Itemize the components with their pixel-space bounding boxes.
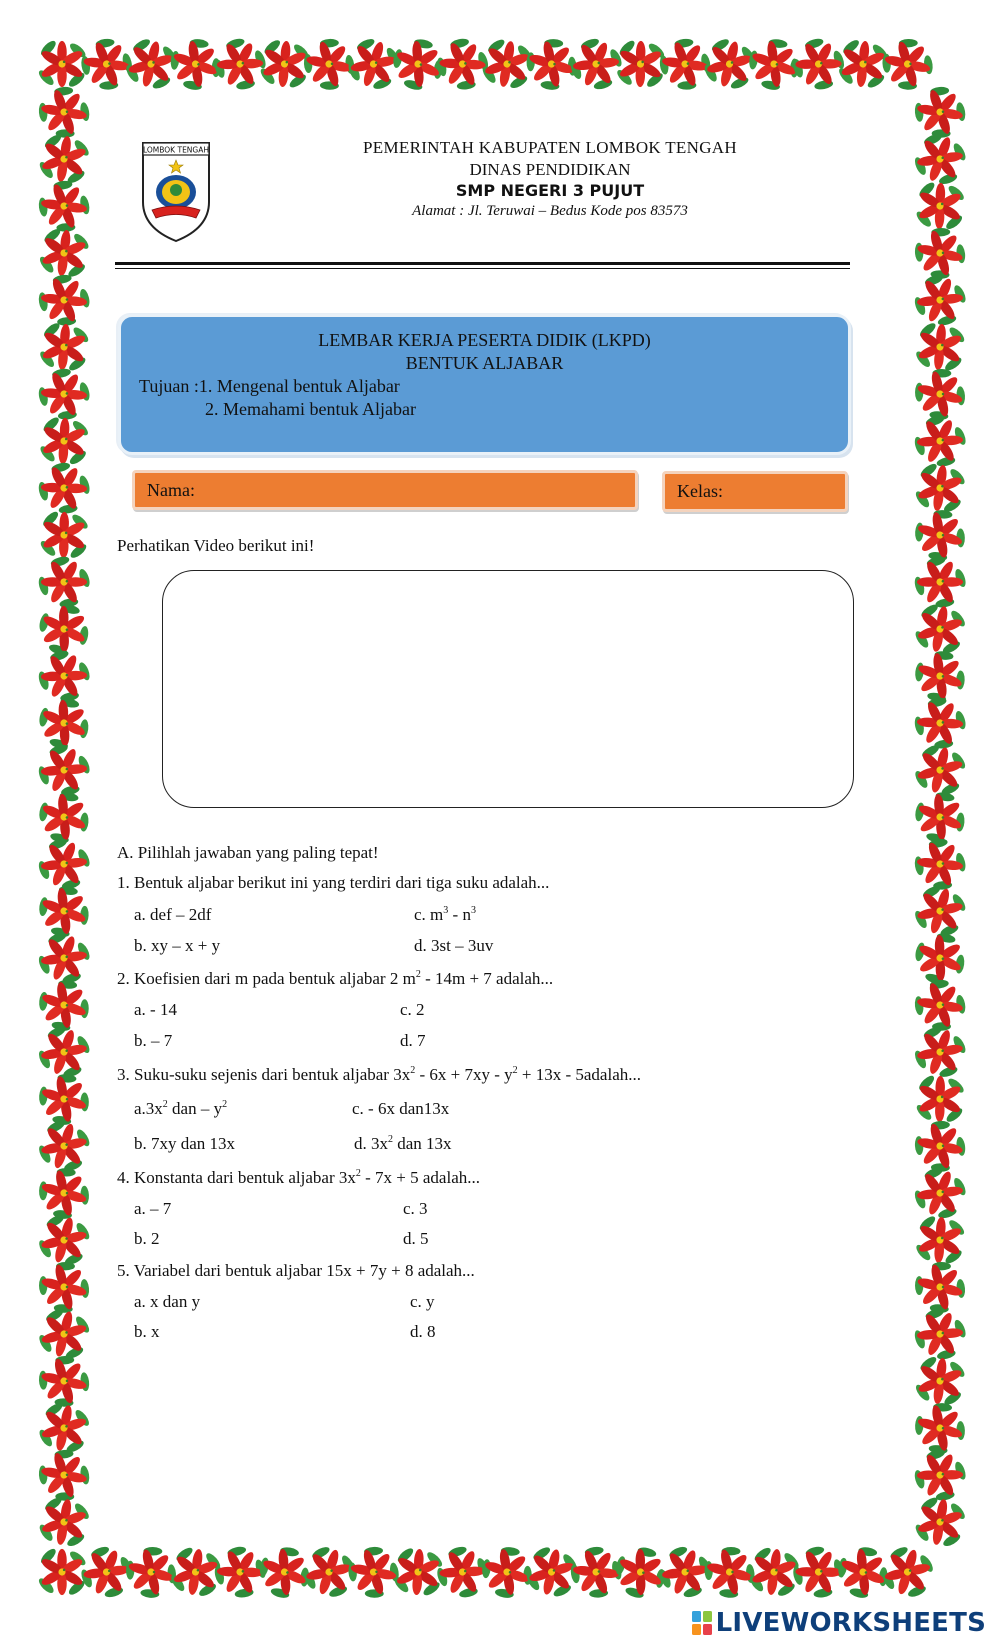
q1-c-exponent-1: 3 [443, 905, 449, 916]
question-4-option-c[interactable]: c. 3 [403, 1199, 428, 1218]
q3-d-part: dan 13x [393, 1134, 452, 1153]
class-field[interactable] [662, 471, 848, 512]
poinsettia-flower [563, 30, 630, 97]
name-label: Nama: [147, 480, 195, 500]
poinsettia-flower [35, 1493, 94, 1552]
class-label: Kelas: [677, 481, 723, 501]
poinsettia-flower [29, 170, 100, 241]
poinsettia-flower [906, 407, 974, 475]
poinsettia-flower [249, 1537, 320, 1608]
poinsettia-flower [391, 1545, 445, 1599]
poinsettia-flower [650, 28, 721, 99]
q3-a-exponent-1: 2 [162, 1099, 168, 1110]
q4-text-part: 4. Konstanta dari bentuk aljabar 3x [117, 1168, 356, 1187]
poinsettia-flower [914, 1073, 966, 1124]
question-1-option-c[interactable] [414, 905, 476, 925]
poinsettia-flower [28, 1439, 100, 1511]
question-2-option-d[interactable]: d. 7 [400, 1031, 426, 1050]
question-5-text: 5. Variabel dari bentuk aljabar 15x + 7y + 8 adalah... [117, 1261, 475, 1280]
poinsettia-flower [910, 599, 970, 658]
government-name: PEMERINTAH KABUPATEN LOMBOK TENGAH [363, 138, 737, 157]
poinsettia-flower [907, 266, 974, 333]
poinsettia-flower [28, 76, 100, 147]
worksheet-title-card [118, 314, 851, 455]
question-3-text [117, 1065, 641, 1085]
question-2-option-b[interactable]: b. – 7 [134, 1031, 173, 1050]
poinsettia-flower [71, 28, 142, 99]
question-1-text: 1. Bentuk aljabar berikut ini yang terdiri dari tiga suku adalah... [117, 873, 550, 892]
question-4-option-d[interactable]: d. 5 [403, 1229, 429, 1248]
q2-text-part: - 14m + 7 adalah... [420, 969, 554, 988]
question-5-option-d[interactable]: d. 8 [410, 1322, 436, 1341]
q1-c-part: c. m [414, 905, 444, 924]
logo-lettering: LOMBOK TENGAH [142, 145, 210, 155]
question-3-option-c[interactable]: c. - 6x dan13x [352, 1099, 450, 1118]
poinsettia-flower [784, 29, 853, 98]
poinsettia-flower [37, 414, 91, 467]
poinsettia-flower [907, 1160, 974, 1226]
q4-text-part: - 7x + 5 adalah... [360, 1168, 480, 1187]
q3-text-part: - 6x + 7xy - y [415, 1065, 513, 1084]
poinsettia-flower [36, 225, 93, 281]
question-4-option-b[interactable]: b. 2 [134, 1229, 160, 1248]
poinsettia-flower [907, 126, 973, 191]
question-4-text [117, 1168, 480, 1188]
poinsettia-flower [34, 1398, 94, 1458]
question-2-option-c[interactable]: c. 2 [400, 1000, 425, 1019]
poinsettia-flower [206, 30, 275, 99]
school-address: Alamat : Jl. Teruwai – Bedus Kode pos 83573 [412, 203, 688, 219]
question-1-option-a[interactable]: a. def – 2df [134, 905, 212, 924]
question-3-option-d[interactable] [354, 1134, 452, 1154]
poinsettia-flower [293, 28, 365, 100]
q3-d-part: d. 3x [354, 1134, 388, 1153]
poinsettia-flower [338, 1536, 410, 1608]
poinsettia-flower [37, 1547, 88, 1597]
question-5-option-b[interactable]: b. x [134, 1322, 160, 1341]
q2-text-exponent: 2 [415, 969, 421, 980]
poinsettia-flower [914, 180, 967, 232]
question-1-option-d[interactable]: d. 3st – 3uv [414, 936, 494, 955]
header-divider-thin [115, 268, 850, 269]
liveworksheets-watermark[interactable] [691, 1608, 986, 1638]
q3-a-part: a.3x [134, 1099, 163, 1118]
goal-2: 2. Memahami bentuk Aljabar [205, 399, 416, 419]
poinsettia-flower [913, 319, 968, 374]
liveworksheets-logo-icon [691, 1610, 713, 1636]
question-2-option-a[interactable]: a. - 14 [134, 1000, 177, 1019]
name-field[interactable] [132, 470, 638, 510]
q1-c-part: - n [448, 905, 471, 924]
poinsettia-flower [905, 688, 975, 758]
poinsettia-flower [37, 319, 92, 374]
goal-1: Tujuan :1. Mengenal bentuk Aljabar [139, 376, 400, 396]
watermark-text: LIVEWORKSHEETS [715, 1608, 986, 1638]
q3-text-exponent-2: 2 [512, 1065, 518, 1076]
q4-text-exponent: 2 [355, 1168, 361, 1179]
poinsettia-flower [35, 130, 93, 188]
poinsettia-flower [911, 1493, 970, 1552]
q3-d-exponent: 2 [388, 1134, 393, 1145]
poinsettia-flower [905, 829, 976, 900]
poinsettia-flower [908, 1019, 973, 1084]
poinsettia-flower [428, 29, 498, 99]
school-name: SMP NEGERI 3 PUJUT [455, 181, 645, 200]
video-embed-frame[interactable] [162, 570, 854, 808]
poinsettia-flower [37, 39, 88, 89]
question-5-option-c[interactable]: c. y [410, 1292, 435, 1311]
q3-text-part: 3. Suku-suku sejenis dari bentuk aljabar 3x [117, 1065, 411, 1084]
poinsettia-flower [906, 1440, 975, 1509]
poinsettia-flower [28, 1157, 100, 1229]
poinsettia-flower [28, 1251, 100, 1323]
poinsettia-flower [912, 1353, 969, 1409]
header-divider-thick [115, 262, 850, 265]
poinsettia-flower [115, 1536, 187, 1608]
q3-a-exponent-2: 2 [222, 1099, 228, 1110]
question-1-option-b[interactable]: b. xy – x + y [134, 936, 221, 955]
poinsettia-flower [28, 1345, 100, 1417]
q2-text-part: 2. Koefisien dari m pada bentuk aljabar 2 m [117, 969, 416, 988]
section-title: A. Pilihlah jawaban yang paling tepat! [117, 843, 379, 862]
poinsettia-flower [906, 1300, 974, 1368]
q3-text-part: + 13x - 5adalah... [517, 1065, 641, 1084]
poinsettia-flower [913, 1213, 967, 1267]
school-logo [140, 140, 212, 244]
worksheet-title: LEMBAR KERJA PESERTA DIDIK (LKPD) [318, 330, 651, 350]
q3-a-part: dan – y [167, 1099, 223, 1118]
q1-c-exponent-2: 3 [470, 905, 476, 916]
question-3-option-a[interactable] [134, 1099, 227, 1119]
question-2-text [117, 969, 553, 989]
poinsettia-flower [694, 1536, 766, 1608]
question-4-option-a[interactable]: a. – 7 [134, 1199, 172, 1218]
question-3-option-b[interactable]: b. 7xy dan 13x [134, 1134, 236, 1153]
q3-text-exponent-1: 2 [410, 1065, 416, 1076]
poinsettia-flower [905, 547, 974, 616]
poinsettia-flower [615, 38, 667, 89]
question-5-option-a[interactable]: a. x dan y [134, 1292, 201, 1311]
poinsettia-flower [38, 509, 90, 560]
poinsettia-flower [911, 459, 969, 516]
department-name: DINAS PENDIDIKAN [469, 160, 631, 179]
worksheet-subtitle: BENTUK ALJABAR [405, 353, 564, 373]
video-instruction: Perhatikan Video berikut ini! [117, 536, 315, 555]
